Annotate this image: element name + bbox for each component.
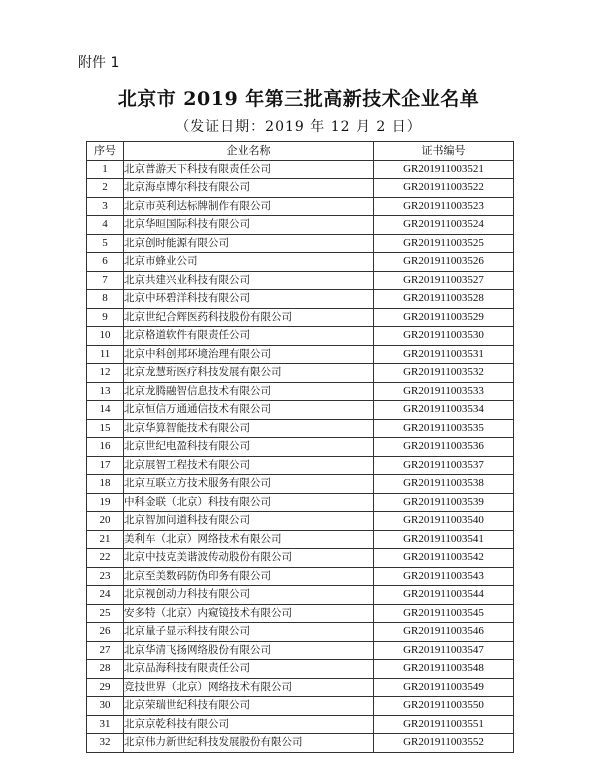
row-certificate-number: GR201911003545 xyxy=(374,604,514,623)
row-company-name: 北京京乾科技有限公司 xyxy=(124,715,374,734)
row-company-name: 北京视创动力科技有限公司 xyxy=(124,586,374,605)
row-company-name: 北京展智工程技术有限公司 xyxy=(124,456,374,475)
row-serial-number: 4 xyxy=(87,216,124,235)
row-certificate-number: GR201911003538 xyxy=(374,475,514,494)
row-serial-number: 19 xyxy=(87,493,124,512)
table-row xyxy=(87,179,514,198)
row-certificate-number: GR201911003550 xyxy=(374,697,514,716)
row-certificate-number: GR201911003547 xyxy=(374,641,514,660)
table-row xyxy=(87,271,514,290)
header-company-name: 企业名称 xyxy=(124,142,374,161)
row-company-name: 北京华算智能技术有限公司 xyxy=(124,419,374,438)
row-serial-number: 27 xyxy=(87,641,124,660)
table-row xyxy=(87,678,514,697)
row-certificate-number: GR201911003528 xyxy=(374,290,514,309)
row-certificate-number: GR201911003529 xyxy=(374,308,514,327)
table-row xyxy=(87,216,514,235)
issue-date-subtitle: （发证日期：2019 年 12 月 2 日） xyxy=(175,119,422,135)
row-certificate-number: GR201911003536 xyxy=(374,438,514,457)
row-company-name: 北京龙腾融智信息技术有限公司 xyxy=(124,382,374,401)
row-company-name: 北京市蜂业公司 xyxy=(124,253,374,272)
table-row xyxy=(87,234,514,253)
row-serial-number: 3 xyxy=(87,197,124,216)
attachment-label: 附件 1 xyxy=(78,55,120,71)
table-row xyxy=(87,512,514,531)
row-certificate-number: GR201911003531 xyxy=(374,345,514,364)
row-serial-number: 31 xyxy=(87,715,124,734)
table-row xyxy=(87,604,514,623)
row-company-name: 北京世纪合辉医药科技股份有限公司 xyxy=(124,308,374,327)
row-company-name: 北京恒信万通通信技术有限公司 xyxy=(124,401,374,420)
table-row xyxy=(87,438,514,457)
row-certificate-number: GR201911003532 xyxy=(374,364,514,383)
row-serial-number: 2 xyxy=(87,179,124,198)
row-certificate-number: GR201911003534 xyxy=(374,401,514,420)
table-row xyxy=(87,475,514,494)
row-serial-number: 14 xyxy=(87,401,124,420)
table-header-row xyxy=(87,142,514,161)
table-row xyxy=(87,586,514,605)
row-serial-number: 8 xyxy=(87,290,124,309)
row-serial-number: 12 xyxy=(87,364,124,383)
row-certificate-number: GR201911003522 xyxy=(374,179,514,198)
row-serial-number: 32 xyxy=(87,734,124,753)
document-title: 北京市 2019 年第三批高新技术企业名单 xyxy=(117,88,480,110)
enterprise-table xyxy=(86,141,514,753)
row-company-name: 北京伟力新世纪科技发展股份有限公司 xyxy=(124,734,374,753)
row-certificate-number: GR201911003526 xyxy=(374,253,514,272)
row-serial-number: 28 xyxy=(87,660,124,679)
row-company-name: 北京互联立方技术服务有限公司 xyxy=(124,475,374,494)
row-certificate-number: GR201911003546 xyxy=(374,623,514,642)
row-certificate-number: GR201911003543 xyxy=(374,567,514,586)
table-row xyxy=(87,419,514,438)
row-serial-number: 11 xyxy=(87,345,124,364)
table-row xyxy=(87,530,514,549)
row-certificate-number: GR201911003552 xyxy=(374,734,514,753)
row-serial-number: 20 xyxy=(87,512,124,531)
row-company-name: 北京华清飞扬网络股份有限公司 xyxy=(124,641,374,660)
row-serial-number: 22 xyxy=(87,549,124,568)
row-company-name: 北京华晅国际科技有限公司 xyxy=(124,216,374,235)
row-certificate-number: GR201911003542 xyxy=(374,549,514,568)
row-serial-number: 25 xyxy=(87,604,124,623)
row-company-name: 北京至美数码防伪印务有限公司 xyxy=(124,567,374,586)
row-company-name: 北京市英利达标牌制作有限公司 xyxy=(124,197,374,216)
row-serial-number: 5 xyxy=(87,234,124,253)
header-certificate-number: 证书编号 xyxy=(374,142,514,161)
table-row xyxy=(87,549,514,568)
row-company-name: 北京世纪电盈科技有限公司 xyxy=(124,438,374,457)
row-serial-number: 29 xyxy=(87,678,124,697)
table-row xyxy=(87,364,514,383)
row-company-name: 安多特（北京）内窥镜技术有限公司 xyxy=(124,604,374,623)
table-row xyxy=(87,493,514,512)
table-row xyxy=(87,660,514,679)
row-certificate-number: GR201911003551 xyxy=(374,715,514,734)
row-serial-number: 26 xyxy=(87,623,124,642)
table-row xyxy=(87,697,514,716)
row-company-name: 北京中环碧洋科技有限公司 xyxy=(124,290,374,309)
table-row xyxy=(87,567,514,586)
row-certificate-number: GR201911003549 xyxy=(374,678,514,697)
table-row xyxy=(87,715,514,734)
row-certificate-number: GR201911003540 xyxy=(374,512,514,531)
row-serial-number: 10 xyxy=(87,327,124,346)
row-serial-number: 17 xyxy=(87,456,124,475)
row-serial-number: 21 xyxy=(87,530,124,549)
row-certificate-number: GR201911003537 xyxy=(374,456,514,475)
row-company-name: 北京格道软件有限责任公司 xyxy=(124,327,374,346)
row-serial-number: 30 xyxy=(87,697,124,716)
table-body xyxy=(87,160,514,752)
table-row xyxy=(87,197,514,216)
table-row xyxy=(87,327,514,346)
row-company-name: 北京智加问道科技有限公司 xyxy=(124,512,374,531)
row-company-name: 北京中科创邦环境治理有限公司 xyxy=(124,345,374,364)
row-serial-number: 23 xyxy=(87,567,124,586)
row-serial-number: 13 xyxy=(87,382,124,401)
row-certificate-number: GR201911003539 xyxy=(374,493,514,512)
row-company-name: 北京龙慧珩医疗科技发展有限公司 xyxy=(124,364,374,383)
table-row xyxy=(87,308,514,327)
row-certificate-number: GR201911003544 xyxy=(374,586,514,605)
header-serial-number: 序号 xyxy=(87,142,124,161)
row-serial-number: 1 xyxy=(87,160,124,179)
row-company-name: 北京量子显示科技有限公司 xyxy=(124,623,374,642)
row-serial-number: 15 xyxy=(87,419,124,438)
row-company-name: 北京普游天下科技有限责任公司 xyxy=(124,160,374,179)
row-company-name: 北京创时能源有限公司 xyxy=(124,234,374,253)
row-certificate-number: GR201911003521 xyxy=(374,160,514,179)
row-serial-number: 18 xyxy=(87,475,124,494)
table-row xyxy=(87,734,514,753)
row-certificate-number: GR201911003527 xyxy=(374,271,514,290)
row-certificate-number: GR201911003535 xyxy=(374,419,514,438)
row-company-name: 北京中技克美谐波传动股份有限公司 xyxy=(124,549,374,568)
row-company-name: 北京品海科技有限责任公司 xyxy=(124,660,374,679)
row-company-name: 北京荣瑞世纪科技有限公司 xyxy=(124,697,374,716)
row-company-name: 北京共建兴业科技有限公司 xyxy=(124,271,374,290)
row-certificate-number: GR201911003548 xyxy=(374,660,514,679)
row-serial-number: 16 xyxy=(87,438,124,457)
table-row xyxy=(87,623,514,642)
table-row xyxy=(87,253,514,272)
row-serial-number: 7 xyxy=(87,271,124,290)
table-row xyxy=(87,345,514,364)
row-serial-number: 24 xyxy=(87,586,124,605)
row-company-name: 中科金联（北京）科技有限公司 xyxy=(124,493,374,512)
row-certificate-number: GR201911003541 xyxy=(374,530,514,549)
row-company-name: 美利车（北京）网络技术有限公司 xyxy=(124,530,374,549)
row-certificate-number: GR201911003530 xyxy=(374,327,514,346)
row-serial-number: 6 xyxy=(87,253,124,272)
row-certificate-number: GR201911003525 xyxy=(374,234,514,253)
row-serial-number: 9 xyxy=(87,308,124,327)
table-row xyxy=(87,456,514,475)
table-row xyxy=(87,382,514,401)
table-row xyxy=(87,290,514,309)
row-company-name: 竞技世界（北京）网络技术有限公司 xyxy=(124,678,374,697)
row-company-name: 北京海卓博尔科技有限公司 xyxy=(124,179,374,198)
table-row xyxy=(87,160,514,179)
row-certificate-number: GR201911003523 xyxy=(374,197,514,216)
row-certificate-number: GR201911003524 xyxy=(374,216,514,235)
table-row xyxy=(87,401,514,420)
table-row xyxy=(87,641,514,660)
row-certificate-number: GR201911003533 xyxy=(374,382,514,401)
